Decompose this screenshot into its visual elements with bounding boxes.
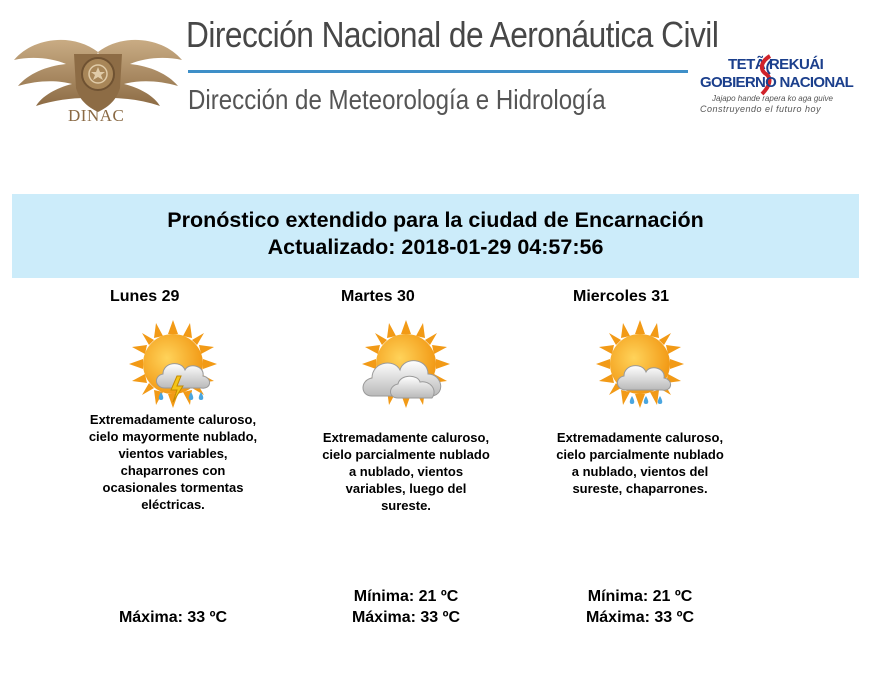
day-min-temp: Mínima: 21 ºC [353, 588, 459, 605]
page-header [0, 0, 877, 150]
day-max-temp: Máxima: 33 ºC [351, 609, 461, 626]
sun-cloud-rain-icon [592, 316, 688, 412]
day-max-temp: Máxima: 33 ºC [585, 609, 695, 626]
day-name: Lunes 29 [110, 288, 180, 305]
forecast-title: Pronóstico extendido para la ciudad de Encarnación [167, 208, 704, 232]
sun-cloud-icon [358, 316, 454, 412]
gov-logo-slogan: Construyendo el futuro hoy [700, 104, 822, 114]
day-description: Extremadamente caluroso, cielo parcialmente nublado a nublado, vientos variables, luego del sureste. [322, 430, 490, 513]
org-title: Dirección Nacional de Aeronáutica Civil [186, 14, 719, 55]
day-name: Martes 30 [341, 288, 415, 305]
dinac-logo-text: DINAC [68, 106, 125, 125]
day-description: Extremadamente caluroso, cielo mayormente nublado, vientos variables, chaparrones con ocasionales tormentas eléctricas. [88, 412, 258, 512]
day-max-temp: Máxima: 33 ºC [118, 609, 228, 626]
gov-logo-slogan-guarani: Jajapo hande rapera ko aga guive [712, 94, 833, 103]
day-name: Miercoles 31 [573, 288, 670, 305]
title-divider [188, 70, 688, 73]
sun-cloud-thunder-rain-icon [125, 316, 221, 412]
forecast-updated: Actualizado: 2018-01-29 04:57:56 [267, 235, 604, 259]
gov-logo-line1: TETÃ REKUÁI [728, 56, 824, 73]
org-subtitle: Dirección de Meteorología e Hidrología [188, 84, 606, 115]
forecast-banner [12, 194, 859, 278]
gobierno-nacional-logo [698, 56, 853, 136]
day-min-temp: Mínima: 21 ºC [587, 588, 693, 605]
day-description: Extremadamente caluroso, cielo parcialmente nublado a nublado, vientos del sureste, chaparrones. [556, 430, 724, 496]
gov-logo-line2: GOBIERNO NACIONAL [700, 74, 854, 91]
